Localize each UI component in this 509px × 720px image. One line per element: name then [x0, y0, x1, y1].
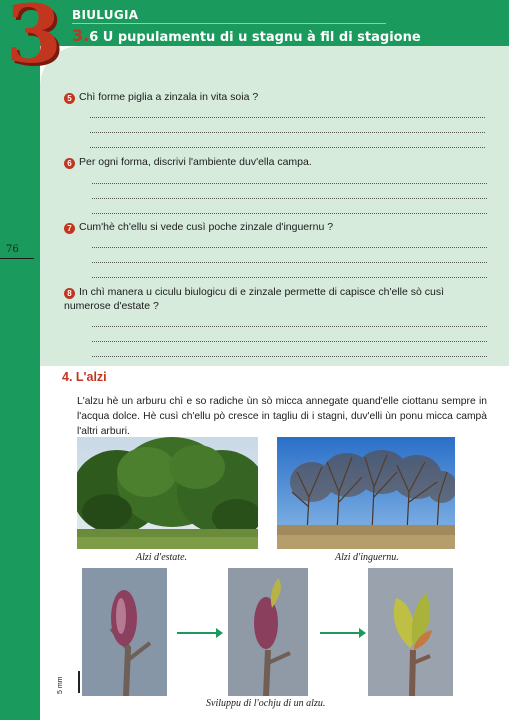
answer-line[interactable]: [92, 325, 487, 327]
answer-line[interactable]: [92, 261, 487, 263]
answer-line[interactable]: [92, 182, 487, 184]
question-8: [64, 285, 474, 313]
question-5: [64, 90, 258, 104]
winter-caption: Alzi d'inguernu.: [335, 552, 399, 563]
arrow-right-icon: [320, 632, 360, 634]
question-number-badge: 6: [64, 158, 75, 169]
question-number-badge: 5: [64, 93, 75, 104]
answer-line[interactable]: [90, 146, 485, 148]
question-text: Cum'hè ch'ellu si vede cusì poche zinzale d'inguernu ?: [79, 221, 334, 233]
scale-bar: [78, 671, 80, 693]
subject-title: BIULUGIA: [72, 8, 139, 22]
question-text: In chì manera u ciculu biulogicu di e zinzale permette di capisce ch'elle sò cusì numerose d'estate ?: [64, 286, 445, 312]
question-text: Chì forme piglia a zinzala in vita soia ?: [79, 91, 259, 103]
winter-alder-photo: [277, 437, 455, 549]
answer-line[interactable]: [92, 355, 487, 357]
summer-alder-photo: [77, 437, 258, 549]
summer-caption: Alzi d'estate.: [136, 552, 188, 563]
answer-line[interactable]: [92, 197, 487, 199]
section-number: 3.: [72, 26, 90, 45]
bud-stage-2-photo: [228, 568, 308, 696]
question-text: Per ogni forma, discrivi l'ambiente duv'ella campa.: [79, 156, 312, 168]
bud-stage-1-photo: [82, 568, 167, 696]
question-number-badge: 8: [64, 288, 75, 299]
question-6: [64, 155, 312, 169]
answer-line[interactable]: [92, 276, 487, 278]
answer-line[interactable]: [90, 116, 485, 118]
scale-label: 5 mm: [57, 676, 64, 694]
answer-line[interactable]: [92, 212, 487, 214]
section-title: [72, 26, 421, 45]
bud-stage-3-photo: [368, 568, 453, 696]
arrow-right-icon: [177, 632, 217, 634]
section-title-text: 6 U pupulamentu di u stagnu à fil di stagione: [89, 30, 421, 45]
header-divider: [72, 23, 386, 24]
question-number-badge: 7: [64, 223, 75, 234]
answer-line[interactable]: [90, 131, 485, 133]
answer-line[interactable]: [92, 340, 487, 342]
section-4-title: 4. L'alzi: [62, 370, 107, 384]
section-4-paragraph: L'alzu hè un arburu chì e so radiche ùn sò micca annegate quand'elle ciottanu sempre in l'acqua dolce. Hè cusì ch'ellu pò cresce in tagliu di i stagni, duv'elli ùn ponu micca campà l'altri arburi.: [77, 396, 487, 437]
bud-caption: Sviluppu di l'ochju di un alzu.: [206, 698, 326, 709]
question-7: [64, 220, 333, 234]
chapter-number: 3: [6, 0, 62, 81]
answer-line[interactable]: [92, 246, 487, 248]
page-number: 76: [6, 244, 19, 255]
page-number-rule: [0, 258, 34, 259]
